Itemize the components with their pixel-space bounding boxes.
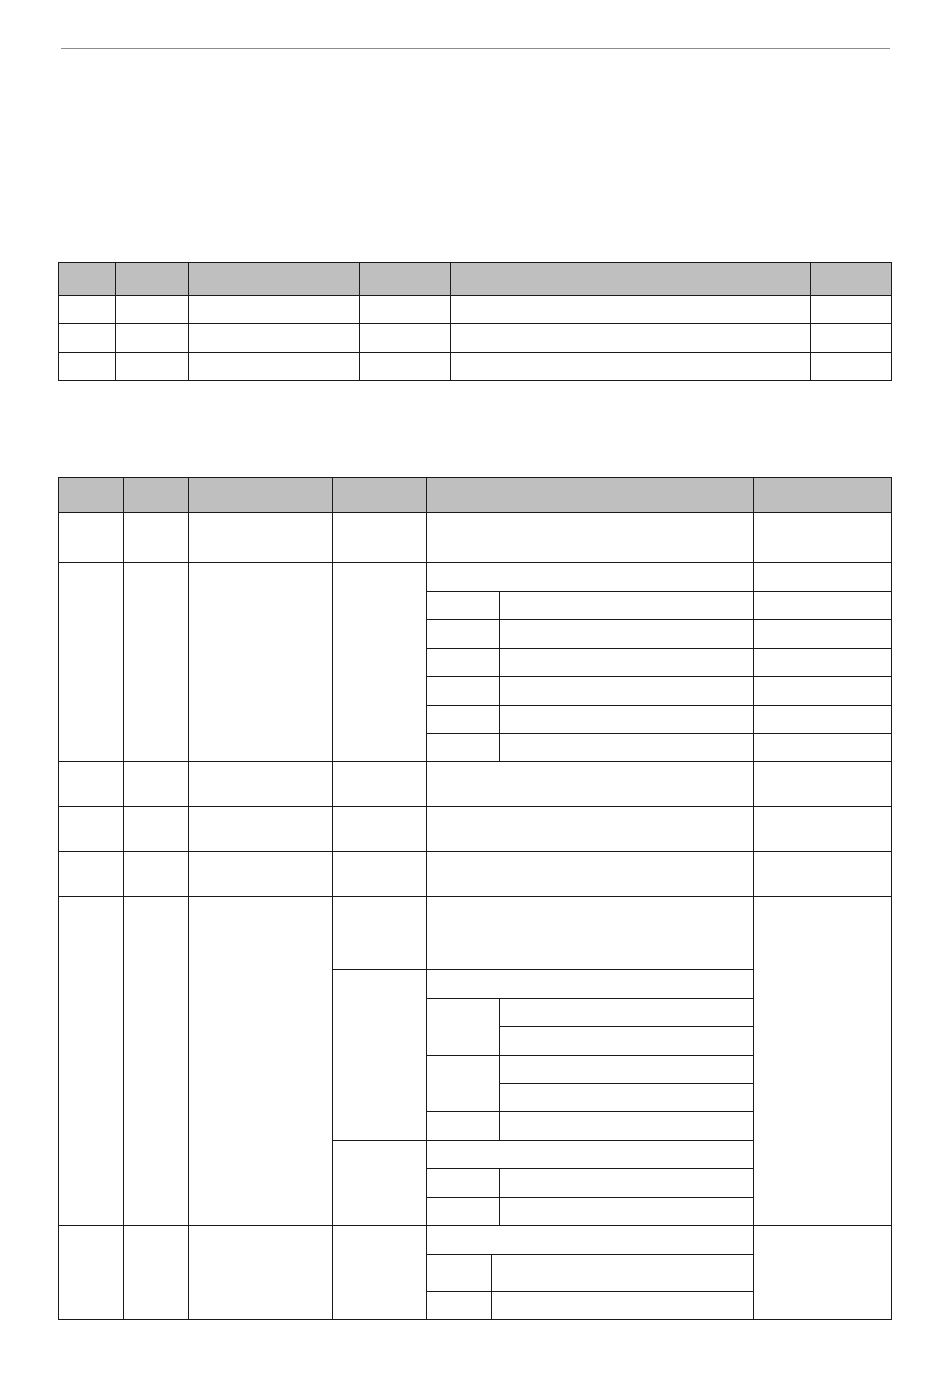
table2-cell <box>58 1225 124 1320</box>
table2-cell <box>123 1225 189 1320</box>
table2-cell <box>188 1225 333 1320</box>
table2-cell <box>753 733 892 762</box>
table2-cell <box>426 1055 500 1112</box>
table2-cell <box>332 761 427 807</box>
table2-cell <box>753 806 892 852</box>
table2-cell <box>188 512 333 563</box>
table2-cell <box>332 896 427 970</box>
table2-cell <box>426 806 754 852</box>
table2-cell <box>332 562 427 762</box>
table2-header-cell <box>123 477 189 513</box>
table2-cell <box>499 1055 754 1084</box>
table1-cell <box>810 352 892 381</box>
table2-cell <box>426 896 754 970</box>
table2-cell <box>188 761 333 807</box>
table2-cell <box>753 648 892 677</box>
table1-header-cell <box>188 262 360 296</box>
table2-cell <box>426 1140 754 1169</box>
table2-cell <box>499 619 754 649</box>
table2-cell <box>499 1083 754 1112</box>
table2-cell <box>499 676 754 706</box>
table2-header-cell <box>426 477 754 513</box>
table2-cell <box>188 562 333 762</box>
table1-cell <box>115 323 189 353</box>
table2-cell <box>499 1168 754 1198</box>
table1-cell <box>359 352 451 381</box>
table2-cell <box>499 591 754 620</box>
table2-header-cell <box>188 477 333 513</box>
table1-cell <box>450 295 811 324</box>
table2-cell <box>426 1225 754 1255</box>
table1-cell <box>58 352 116 381</box>
table2-cell <box>332 1225 427 1320</box>
table2-cell <box>58 896 124 1226</box>
table2-cell <box>426 1254 492 1292</box>
table1-cell <box>359 295 451 324</box>
table2-cell <box>753 512 892 563</box>
table1-cell <box>810 295 892 324</box>
table2-cell <box>58 806 124 852</box>
table2-cell <box>123 761 189 807</box>
table2-cell <box>426 733 500 762</box>
table2-cell <box>58 851 124 897</box>
table1-header-cell <box>115 262 189 296</box>
table2-cell <box>499 1026 754 1056</box>
table2-cell <box>188 896 333 1226</box>
table1-cell <box>115 295 189 324</box>
table2-cell <box>426 562 754 592</box>
table2-cell <box>123 512 189 563</box>
table2-cell <box>426 676 500 706</box>
table2-cell <box>753 619 892 649</box>
table2-cell <box>123 562 189 762</box>
table2-cell <box>332 1140 427 1226</box>
table2-cell <box>753 562 892 592</box>
table2-cell <box>499 1111 754 1141</box>
table1-header-cell <box>58 262 116 296</box>
table2-cell <box>426 512 754 563</box>
table2-cell <box>426 851 754 897</box>
table1-cell <box>450 323 811 353</box>
table2-cell <box>188 851 333 897</box>
table2-cell <box>491 1254 754 1292</box>
table2-cell <box>123 806 189 852</box>
table1-cell <box>188 352 360 381</box>
table2-cell <box>499 705 754 734</box>
table2-cell <box>332 969 427 1141</box>
table2-cell <box>332 806 427 852</box>
table2-cell <box>123 851 189 897</box>
table2-cell <box>188 806 333 852</box>
table1-cell <box>58 323 116 353</box>
table2-header-cell <box>332 477 427 513</box>
table2-cell <box>499 998 754 1027</box>
table2-cell <box>426 1197 500 1226</box>
table2-header-cell <box>753 477 892 513</box>
table2-cell <box>426 705 500 734</box>
table1-cell <box>450 352 811 381</box>
table2-cell <box>426 1291 492 1320</box>
table1-header-cell <box>450 262 811 296</box>
table2-cell <box>426 969 754 999</box>
table1-cell <box>359 323 451 353</box>
table2-cell <box>753 851 892 897</box>
table2-cell <box>499 1197 754 1226</box>
table2-cell <box>499 733 754 762</box>
table2-cell <box>332 512 427 563</box>
table2-cell <box>426 1111 500 1141</box>
table2-cell <box>426 998 500 1056</box>
table2-cell <box>753 1225 892 1320</box>
table2-cell <box>123 896 189 1226</box>
table1-header-cell <box>359 262 451 296</box>
table2-cell <box>426 648 500 677</box>
table1-cell <box>58 295 116 324</box>
table1-cell <box>188 323 360 353</box>
table2-cell <box>753 676 892 706</box>
table1-cell <box>188 295 360 324</box>
table2-cell <box>491 1291 754 1320</box>
table2-header-cell <box>58 477 124 513</box>
table2-cell <box>58 761 124 807</box>
table2-cell <box>426 761 754 807</box>
table2-cell <box>426 619 500 649</box>
table2-cell <box>753 705 892 734</box>
table2-cell <box>58 562 124 762</box>
table2-cell <box>426 591 500 620</box>
table2-cell <box>58 512 124 563</box>
table2-cell <box>753 761 892 807</box>
table2-cell <box>753 896 892 1226</box>
table1-cell <box>115 352 189 381</box>
table2-cell <box>499 648 754 677</box>
table2-cell <box>426 1168 500 1198</box>
table2-cell <box>753 591 892 620</box>
table1-cell <box>810 323 892 353</box>
table1-header-cell <box>810 262 892 296</box>
table2-cell <box>332 851 427 897</box>
